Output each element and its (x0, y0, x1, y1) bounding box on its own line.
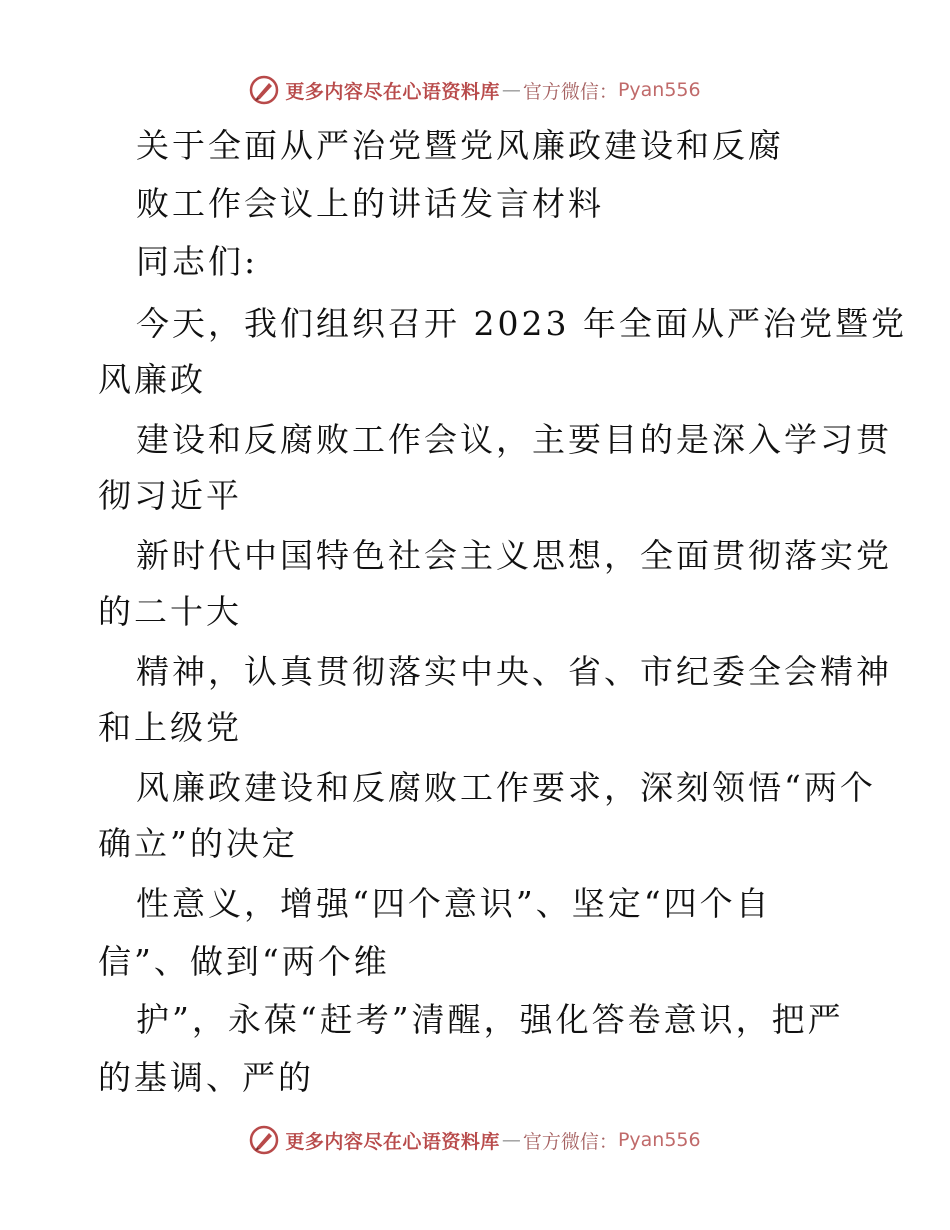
paragraph-line: 性意义，增强“四个意识”、坚定“四个自 (136, 884, 772, 923)
title-line-1: 关于全面从严治党暨党风廉政建设和反腐 (136, 126, 784, 165)
banner-wechat-label: 官方微信： (522, 80, 618, 103)
banner-wechat-label: 官方微信： (522, 1130, 618, 1153)
paragraph-line: 今天，我们组织召开 2023 年全面从严治党暨党 (136, 304, 907, 343)
banner-separator: — (501, 79, 521, 101)
header-banner (0, 70, 950, 110)
paragraph-line: 和上级党 (98, 708, 242, 747)
paragraph-line: 精神，认真贯彻落实中央、省、市纪委全会精神 (136, 652, 892, 691)
paragraph-line: 彻习近平 (98, 476, 242, 515)
pen-logo-icon (249, 1125, 279, 1155)
paragraph-line: 风廉政 (98, 360, 206, 399)
pen-logo-icon (249, 75, 279, 105)
paragraph-line: 信”、做到“两个维 (98, 942, 390, 981)
banner-wechat-id: Pyan556 (617, 79, 701, 101)
banner-text: 更多内容尽在心语资料库 (285, 80, 500, 103)
paragraph-line: 新时代中国特色社会主义思想，全面贯彻落实党 (136, 536, 892, 575)
paragraph-line: 建设和反腐败工作会议，主要目的是深入学习贯 (136, 420, 892, 459)
salutation: 同志们: (136, 242, 259, 281)
paragraph-line: 确立”的决定 (98, 824, 298, 863)
paragraph-line: 护”，永葆“赶考”清醒，强化答卷意识，把严 (136, 1000, 844, 1039)
footer-banner (0, 1120, 950, 1160)
paragraph-line: 的二十大 (98, 592, 242, 631)
paragraph-line: 风廉政建设和反腐败工作要求，深刻领悟“两个 (136, 768, 876, 807)
title-line-2: 败工作会议上的讲话发言材料 (136, 184, 604, 223)
banner-wechat-id: Pyan556 (617, 1129, 701, 1151)
paragraph-line: 的基调、严的 (98, 1058, 314, 1097)
banner-separator: — (501, 1129, 521, 1151)
banner-text: 更多内容尽在心语资料库 (285, 1130, 500, 1153)
